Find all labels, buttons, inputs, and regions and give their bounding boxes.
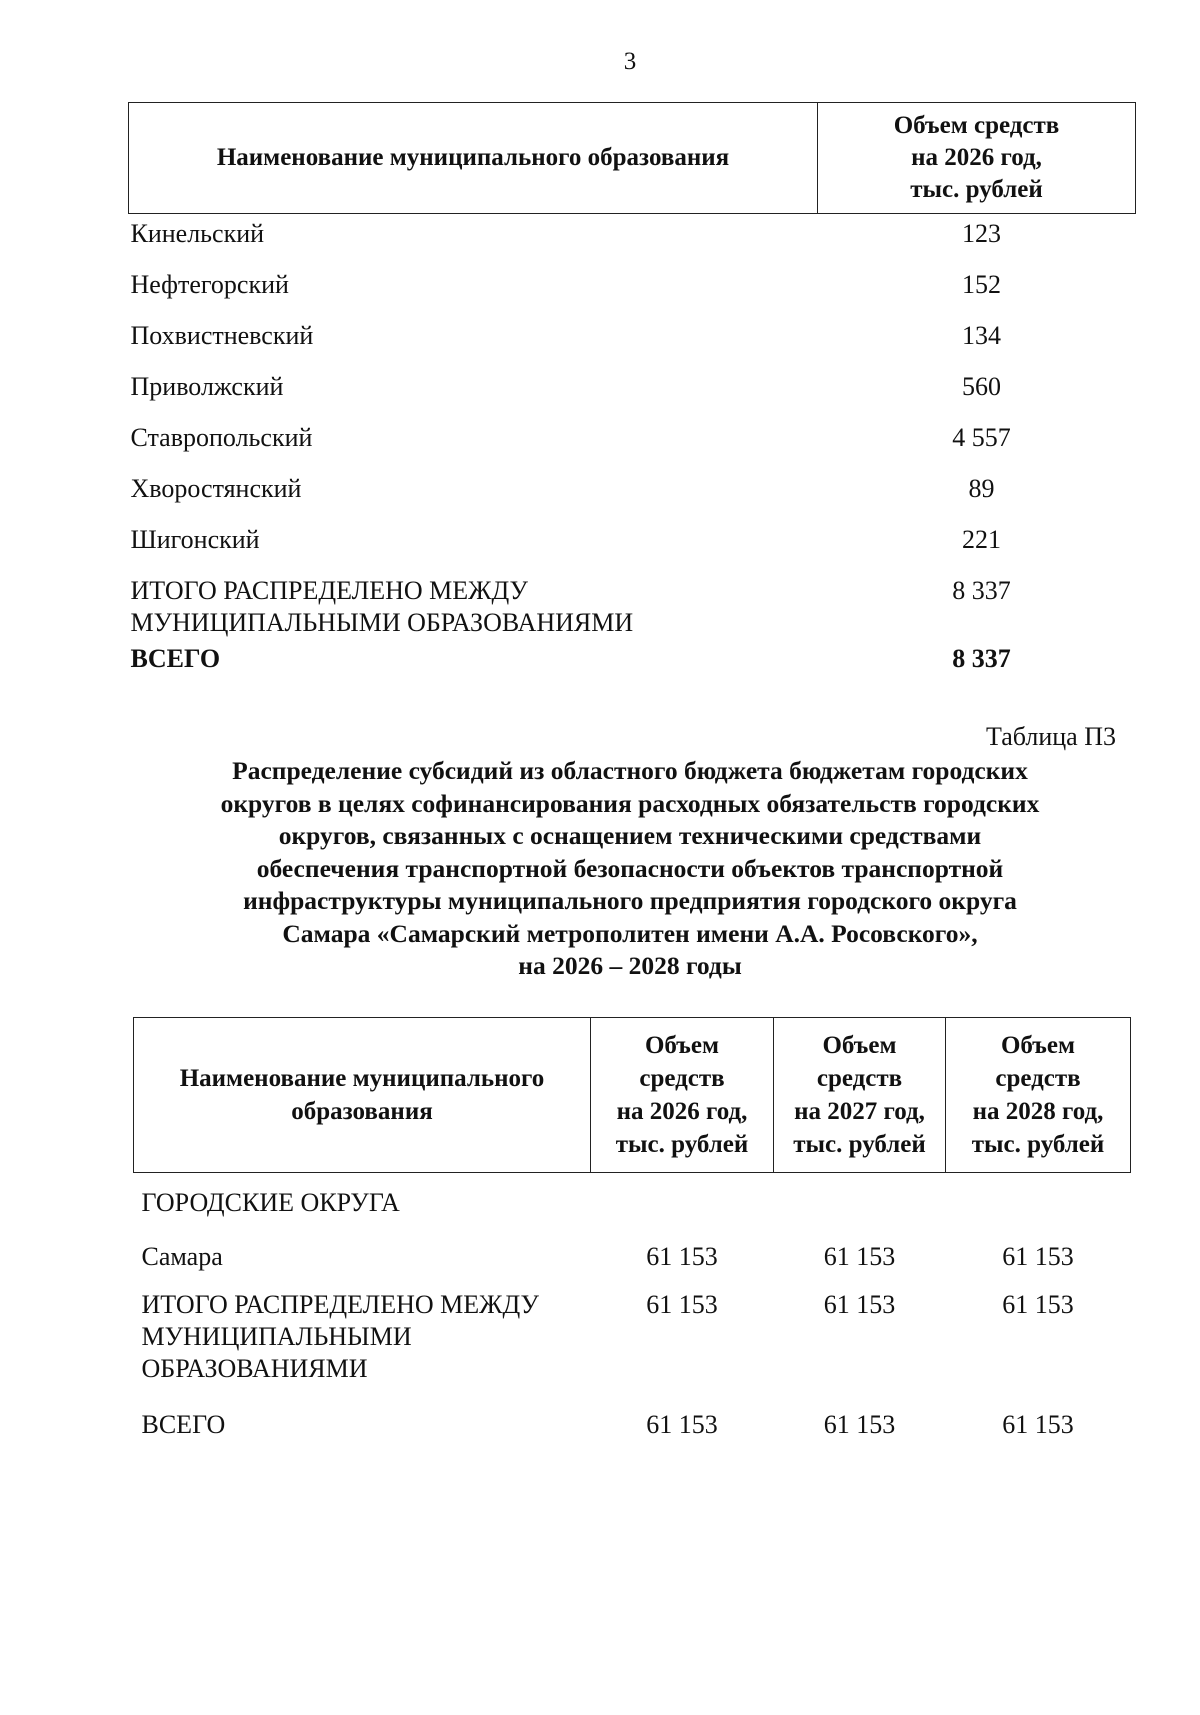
subtotal-name-line-2: МУНИЦИПАЛЬНЫМИ ОБРАЗОВАНИЯМИ <box>130 608 634 637</box>
total-name: ВСЕГО <box>130 644 221 673</box>
row-name: Нефтегорский <box>130 270 289 299</box>
row-2028: 61 153 <box>1002 1242 1074 1271</box>
header-name: Наименование муниципального образования <box>134 1018 591 1173</box>
row-name: Приволжский <box>130 372 284 401</box>
total-name: ВСЕГО <box>141 1410 226 1439</box>
table-1-header <box>129 103 1136 214</box>
row-value: 152 <box>962 270 1001 299</box>
row-name: Похвистневский <box>130 321 314 350</box>
total-2028: 61 153 <box>1002 1410 1074 1439</box>
total-2027: 61 153 <box>823 1410 896 1439</box>
subtotal-name <box>129 571 818 641</box>
subtotal-name-line-2: МУНИЦИПАЛЬНЫМИ <box>141 1322 412 1351</box>
header-2027: Объем средств на 2027 год, тыс. рублей <box>774 1018 946 1173</box>
table-1 <box>128 102 1136 683</box>
row-name: Хворостянский <box>130 474 302 503</box>
row-value: 4 557 <box>952 423 1011 452</box>
table-label: Таблица П3 <box>986 722 1116 751</box>
row-value: 89 <box>968 474 995 503</box>
subtotal-2027: 61 153 <box>823 1290 896 1319</box>
page-number: 3 <box>623 48 637 75</box>
subtotal-value: 8 337 <box>952 576 1011 605</box>
row-value: 134 <box>962 321 1001 350</box>
table-row <box>129 520 1136 571</box>
total-row <box>134 1409 1131 1449</box>
row-name: Ставропольский <box>130 423 313 452</box>
total-row <box>129 641 1136 683</box>
section-name: ГОРОДСКИЕ ОКРУГА <box>141 1188 400 1217</box>
row-value: 560 <box>962 372 1001 401</box>
table-row <box>129 418 1136 469</box>
header-2028: Объем средств на 2028 год, тыс. рублей <box>946 1018 1131 1173</box>
subtotal-row <box>134 1281 1131 1409</box>
subtotal-name-line-3: ОБРАЗОВАНИЯМИ <box>141 1354 368 1383</box>
table-row <box>134 1227 1131 1281</box>
row-name: Кинельский <box>130 219 265 248</box>
header-value: Объем средств на 2026 год, тыс. рублей <box>818 103 1136 214</box>
row-2026: 61 153 <box>646 1242 718 1271</box>
table-row <box>129 367 1136 418</box>
row-name: Самара <box>141 1242 223 1271</box>
table-2 <box>133 1017 1131 1449</box>
header-2026: Объем средств на 2026 год, тыс. рублей <box>591 1018 774 1173</box>
subtotal-name <box>134 1281 591 1409</box>
table-row <box>129 469 1136 520</box>
subtotal-2028: 61 153 <box>1002 1290 1074 1319</box>
row-value: 221 <box>962 525 1001 554</box>
subtotal-name-line-1: ИТОГО РАСПРЕДЕЛЕНО МЕЖДУ <box>141 1290 539 1319</box>
table-title: Распределение субсидий из областного бюджета бюджетам городских округов в целях софинансирования расходных обязательств городских округов, связанных с оснащением техническими средствами обеспечения транспортной безопасности объектов транспортной инфраструктуры муниципального предприятия городского округа Самара «Самарский метрополитен имени А.А. Росовского», на 2026 – 2028 годы <box>220 756 1040 980</box>
total-2026: 61 153 <box>646 1410 718 1439</box>
total-value: 8 337 <box>952 644 1011 673</box>
table-row <box>129 214 1136 266</box>
header-name: Наименование муниципального образования <box>129 103 818 214</box>
row-value: 123 <box>962 219 1001 248</box>
subtotal-2026: 61 153 <box>646 1290 718 1319</box>
table-row <box>129 316 1136 367</box>
subtotal-name-line-1: ИТОГО РАСПРЕДЕЛЕНО МЕЖДУ <box>130 576 528 605</box>
section-row <box>134 1173 1131 1228</box>
table-2-header <box>134 1018 1131 1173</box>
subtotal-row <box>129 571 1136 641</box>
row-2027: 61 153 <box>823 1242 896 1271</box>
row-name: Шигонский <box>130 525 260 554</box>
table-row <box>129 265 1136 316</box>
